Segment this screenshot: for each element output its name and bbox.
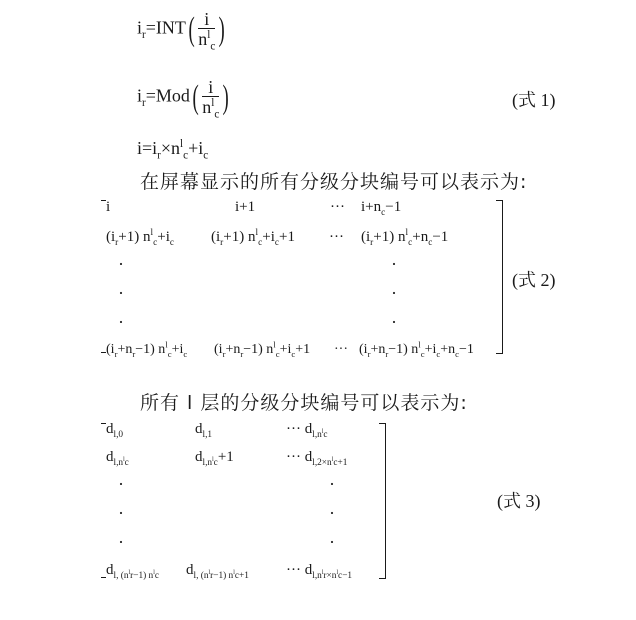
m2-vdot-r3: · bbox=[391, 312, 397, 332]
m2-r3-c3: ··· bbox=[334, 342, 348, 357]
m3-r1-c1: $d_{l,0}$ bbox=[106, 421, 124, 440]
text-screen-numbering: 在屏幕显示的所有分级分块编号可以表示为: bbox=[140, 171, 528, 193]
m3-vdot-l3: · bbox=[118, 532, 124, 552]
eq2-label: (式 2) bbox=[512, 270, 556, 290]
m2-vdot-l3: · bbox=[118, 312, 124, 332]
m2-vdot-l1: · bbox=[118, 254, 124, 274]
m2-vdot-r2: · bbox=[391, 283, 397, 303]
matrix3-right-bracket bbox=[379, 423, 386, 579]
m2-r1-c4: $i+n_c-1$ bbox=[361, 199, 402, 218]
m3-r2-c1: $d_{l,n^lc}$ bbox=[106, 449, 129, 468]
m3-vdot-r2: · bbox=[329, 503, 335, 523]
m2-vdot-l2: · bbox=[118, 283, 124, 303]
m2-r1-c3: ··· bbox=[330, 199, 345, 215]
m2-r1-c2: i+1 bbox=[235, 199, 256, 215]
m2-r3-c2: $(i_r+n_r-1)$ $n^l_c+i_c+1$ bbox=[214, 339, 311, 359]
m3-r1-c3: ··· $d_{l,n^lc}$ bbox=[286, 421, 328, 440]
m3-r2-c2: $d_{l,n^lc}+1$ bbox=[195, 449, 234, 468]
eq1-line-int: $i_r=INT$( $\frac{i}{n^l_c}$ ) bbox=[137, 9, 226, 53]
m3-r2-c3: ··· $d_{l,2\times n^lc+1}$ bbox=[286, 449, 348, 468]
m2-r2-c2: $(i_r+1)$ $n^l_c+i_c+1$ bbox=[211, 228, 295, 248]
eq1-label: (式 1) bbox=[512, 90, 556, 110]
fraction-mod: $\frac{i}{n^l_c}$ bbox=[202, 77, 220, 121]
m3-r1-c2: $d_{l,1}$ bbox=[195, 421, 213, 440]
m2-r2-c4: $(i_r+1)$ $n^l_c+n_c-1$ bbox=[361, 228, 449, 248]
text-layer-numbering: 所有 l 层的分级分块编号可以表示为: bbox=[140, 392, 468, 414]
eq1-line-sum: $i=i_r\times n^l_c+i_c$ bbox=[137, 138, 209, 162]
eq3-label: (式 3) bbox=[497, 491, 541, 511]
m3-vdot-l1: · bbox=[118, 474, 124, 494]
eq1-line-mod: $i_r=Mod$( $\frac{i}{n^l_c}$ ) bbox=[137, 77, 230, 121]
m2-r2-c3: ··· bbox=[329, 229, 344, 245]
m2-r3-c4: $(i_r+n_r-1)$ $n^l_c+i_c+n_c-1$ bbox=[359, 339, 474, 359]
m3-vdot-r1: · bbox=[329, 474, 335, 494]
m3-vdot-r3: · bbox=[329, 532, 335, 552]
matrix2-right-bracket bbox=[496, 200, 503, 354]
m2-vdot-r1: · bbox=[391, 254, 397, 274]
m2-r3-c1: $(i_r+n_r-1)$ $n^l_c+i_c$ bbox=[106, 339, 188, 359]
m2-r2-c1: $(i_r+1)$ $n^l_c+i_c$ bbox=[106, 228, 175, 248]
m3-r3-c2: $d_{l, (n^lr-1) n^lc+1}$ bbox=[186, 562, 249, 581]
m3-r3-c3: ··· $d_{l,n^lr\times n^lc-1}$ bbox=[286, 562, 353, 581]
m3-r3-c1: $d_{l, (n^lr-1) n^lc}$ bbox=[106, 562, 159, 581]
fraction-int: $\frac{i}{n^l_c}$ bbox=[198, 9, 216, 53]
m3-vdot-l2: · bbox=[118, 503, 124, 523]
m2-r1-c1: i bbox=[106, 199, 111, 215]
